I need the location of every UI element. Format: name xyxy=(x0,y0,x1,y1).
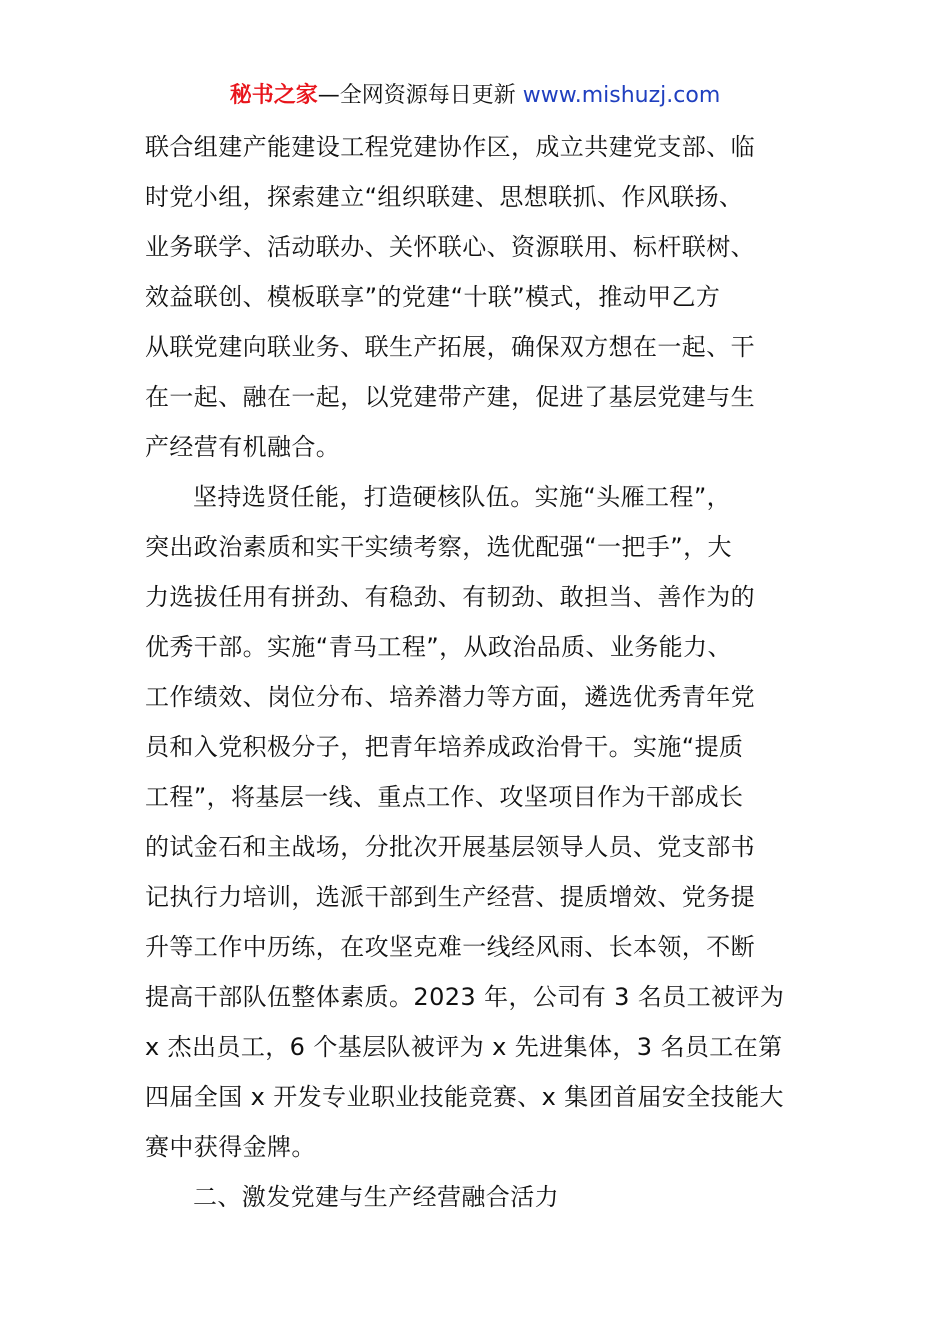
text-line: 员和入党积极分子，把青年培养成政治骨干。实施“提质 xyxy=(145,733,744,761)
text-line: 的试金石和主战场，分批次开展基层领导人员、党支部书 xyxy=(145,833,755,861)
text-line: 产经营有机融合。 xyxy=(145,433,341,461)
text-line: 四届全国 x 开发专业职业技能竞赛、x 集团首届安全技能大 xyxy=(145,1083,784,1111)
text-line: 力选拔任用有拼劲、有稳劲、有韧劲、敢担当、善作为的 xyxy=(145,583,755,611)
text-line: 优秀干部。实施“青马工程”，从政治品质、业务能力、 xyxy=(145,633,732,661)
text-line: 在一起、融在一起，以党建带产建，促进了基层党建与生 xyxy=(145,383,755,411)
document-body xyxy=(145,122,825,1222)
paragraph-first-line: 坚持选贤任能，打造硬核队伍。实施“头雁工程”， xyxy=(193,483,732,511)
text-line: 记执行力培训，选派干部到生产经营、提质增效、党务提 xyxy=(145,883,755,911)
site-url-link[interactable]: www.mishuzj.com xyxy=(522,83,721,108)
text-line: 业务联学、活动联办、关怀联心、资源联用、标杆联树、 xyxy=(145,233,755,261)
text-line: 工程”，将基层一线、重点工作、攻坚项目作为干部成长 xyxy=(145,783,744,811)
text-line: 从联党建向联业务、联生产拓展，确保双方想在一起、干 xyxy=(145,333,755,361)
text-line: 时党小组，探索建立“组织联建、思想联抓、作风联扬、 xyxy=(145,183,744,211)
site-header xyxy=(0,80,950,112)
text-line: 升等工作中历练，在攻坚克难一线经风雨、长本领，不断 xyxy=(145,933,755,961)
site-tagline: —全网资源每日更新 xyxy=(317,83,523,108)
text-line: 提高干部队伍整体素质。2023 年，公司有 3 名员工被评为 xyxy=(145,983,785,1011)
section-heading: 二、激发党建与生产经营融合活力 xyxy=(193,1183,559,1211)
text-line: 工作绩效、岗位分布、培养潜力等方面，遴选优秀青年党 xyxy=(145,683,755,711)
text-line: 赛中获得金牌。 xyxy=(145,1133,316,1161)
text-line: x 杰出员工，6 个基层队被评为 x 先进集体，3 名员工在第 xyxy=(145,1033,783,1061)
text-line: 联合组建产能建设工程党建协作区，成立共建党支部、临 xyxy=(145,133,755,161)
site-brand: 秘书之家 xyxy=(229,83,318,108)
text-line: 效益联创、模板联享”的党建“十联”模式，推动甲乙方 xyxy=(145,283,721,311)
text-line: 突出政治素质和实干实绩考察，选优配强“一把手”，大 xyxy=(145,533,732,561)
